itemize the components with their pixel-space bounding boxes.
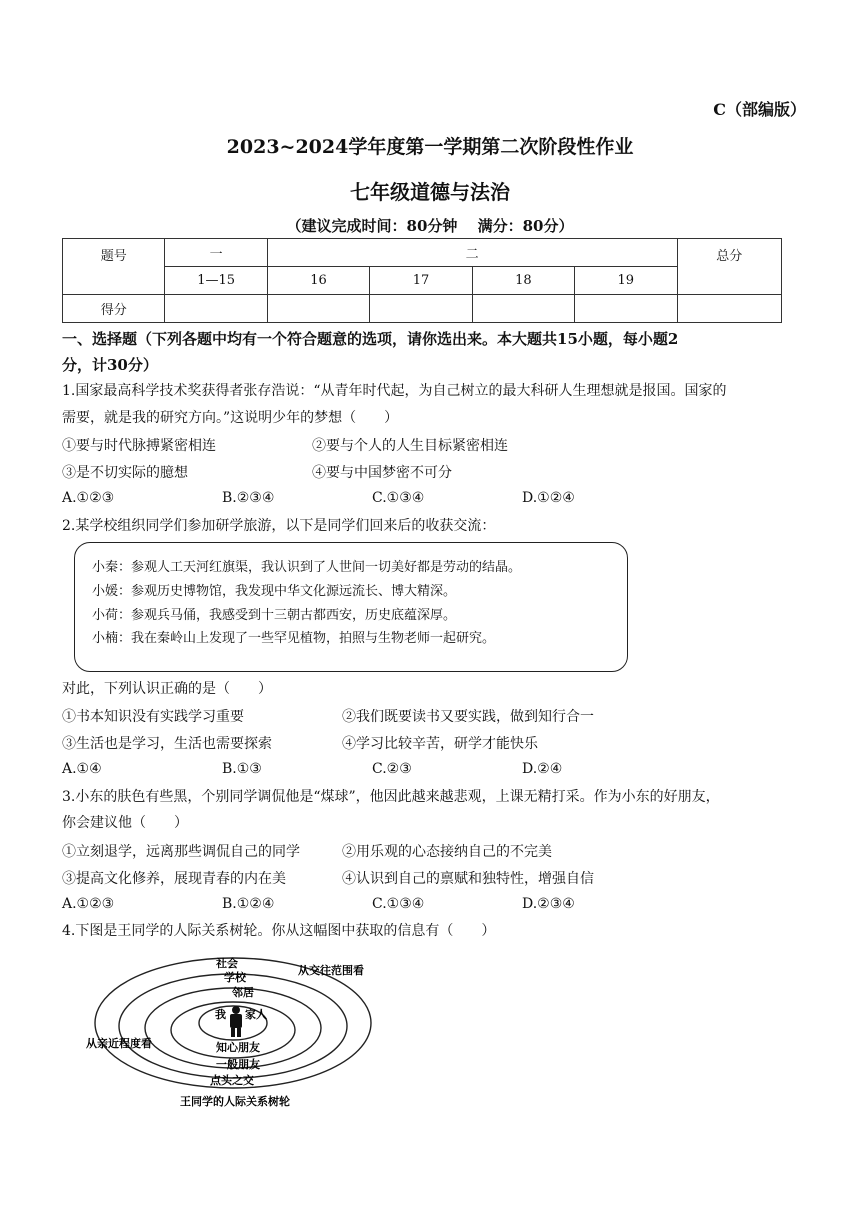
statement: ③是不切实际的臆想 [62,465,188,481]
ring-label-society: 社会 [216,957,238,970]
statement: ②用乐观的心态接纳自己的不完美 [342,844,552,860]
header-label: 题号 [63,239,165,295]
person-icon [230,1006,242,1037]
sub-header: 19 [575,267,677,295]
choice-b[interactable]: B.①③ [222,761,262,777]
total-header: 总分 [677,239,781,295]
label-closeness: 从亲近程度看 [86,1037,152,1050]
choice-a[interactable]: A.①②③ [62,896,115,912]
quote-line: 小楠：我在秦岭山上发现了一些罕见植物，拍照与生物老师一起研究。 [92,631,496,646]
section1-heading: 分，计30分） [62,356,158,374]
ring-label-acquaintances: 点头之交 [210,1074,254,1087]
quote-line: 小秦：参观人工天河红旗渠，我认识到了人世间一切美好都是劳动的结晶。 [92,560,522,575]
score-table [62,238,782,323]
ring-label-friends: 一般朋友 [216,1058,260,1071]
score-cell[interactable] [267,295,369,323]
subject-title: 七年级道德与法治 [350,180,510,204]
question-3-text: 你会建议他（ ） [62,815,188,831]
relationship-ring-diagram [80,950,410,1120]
question-1-text: 需要，就是我的研究方向。”这说明少年的梦想（ ） [62,410,399,426]
statement: ②我们既要读书又要实践，做到知行合一 [342,709,594,725]
score-cell[interactable] [575,295,677,323]
center-label-family: 家人 [245,1008,267,1021]
exam-info: （建议完成时间：80分钟 满分：80分） [286,217,574,235]
sub-header: 16 [267,267,369,295]
statement: ④学习比较辛苦，研学才能快乐 [342,736,538,752]
center-label-me: 我 [215,1008,226,1021]
diagram-caption: 王同学的人际关系树轮 [180,1095,290,1108]
sub-header: 18 [472,267,574,295]
choice-d[interactable]: D.②④ [522,761,563,777]
ring-label-school: 学校 [224,971,246,984]
choice-d[interactable]: D.②③④ [522,896,575,912]
question-2-text: 2.某学校组织同学们参加研学旅游，以下是同学们回来后的收获交流： [62,518,496,534]
choice-d[interactable]: D.①②④ [522,490,575,506]
ring-label-neighbors: 邻居 [232,986,254,999]
part2-header: 二 [267,239,677,267]
choice-b[interactable]: B.①②④ [222,896,275,912]
section1-heading: 一、选择题（下列各题中均有一个符合题意的选项，请你选出来。本大题共15小题，每小题2 [62,330,679,348]
question-4-text: 4.下图是王同学的人际关系树轮。你从这幅图中获取的信息有（ ） [62,923,496,939]
score-label: 得分 [63,295,165,323]
question-3-text: 3.小东的肤色有些黑，个别同学调侃他是“煤球”，他因此越来越悲观，上课无精打采。作为小东的好朋友， [62,789,720,805]
statement: ①要与时代脉搏紧密相连 [62,438,216,454]
label-scope: 从交往范围看 [298,964,364,977]
statement: ④认识到自己的禀赋和独特性，增强自信 [342,871,594,887]
quote-line: 小媛：参观历史博物馆，我发现中华文化源远流长、博大精深。 [92,584,457,599]
statement: ③提高文化修养，展现青春的内在美 [62,871,286,887]
score-cell[interactable] [370,295,472,323]
exam-title: 2023~2024学年度第一学期第二次阶段性作业 [226,136,634,158]
part1-header: 一 [165,239,267,267]
choice-b[interactable]: B.②③④ [222,490,275,506]
choice-a[interactable]: A.①②③ [62,490,115,506]
score-cell[interactable] [472,295,574,323]
choice-c[interactable]: C.①③④ [372,896,425,912]
choice-a[interactable]: A.①④ [62,761,102,777]
statement: ①书本知识没有实践学习重要 [62,709,244,725]
score-cell[interactable] [165,295,267,323]
statement: ④要与中国梦密不可分 [312,465,452,481]
choice-c[interactable]: C.①③④ [372,490,425,506]
sub-header: 1—15 [165,267,267,295]
statement: ③生活也是学习，生活也需要探索 [62,736,272,752]
quote-line: 小荷：参观兵马俑，我感受到十三朝古都西安，历史底蕴深厚。 [92,608,457,623]
sub-header: 17 [370,267,472,295]
statement: ①立刻退学，远离那些调侃自己的同学 [62,844,300,860]
statement: ②要与个人的人生目标紧密相连 [312,438,508,454]
edition-label: C（部编版） [713,100,806,119]
choice-c[interactable]: C.②③ [372,761,412,777]
score-cell[interactable] [677,295,781,323]
question-1-text: 1.国家最高科学技术奖获得者张存浩说：“从青年时代起，为自己树立的最大科研人生理想就是报国。国家的 [62,383,727,399]
ring-label-close-friends: 知心朋友 [216,1041,260,1054]
question-2-text: 对此，下列认识正确的是（ ） [62,681,272,697]
